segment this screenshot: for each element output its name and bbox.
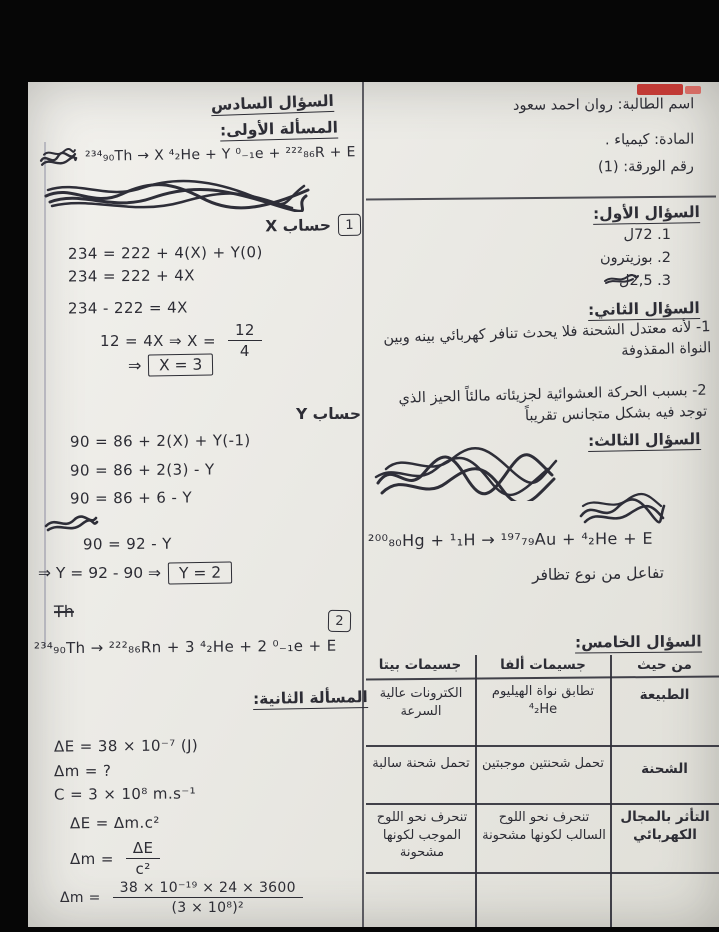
- given-delta-e: ΔE = 38 × 10⁻⁷ (J): [53, 736, 199, 756]
- table-line: [366, 803, 719, 805]
- problem-1-heading: [178, 119, 338, 140]
- table-cell-alpha-charge: تحمل شحنتين موجبتين: [482, 756, 604, 771]
- table-cell-beta-charge: تحمل شحنة سالبة: [372, 756, 470, 771]
- table-row-label: التأثر بالمجال الكهربائي: [620, 809, 710, 843]
- comparison-table: [366, 655, 719, 927]
- fraction-denominator: 4: [239, 342, 250, 361]
- red-marker-small: [685, 86, 701, 94]
- reaction-type-note: تفاعل من نوع تظافر: [531, 563, 665, 585]
- calc-x-step: 234 = 222 + 4X: [67, 266, 195, 286]
- calc-x-step: 234 = 222 + 4(X) + Y(0): [67, 243, 263, 263]
- fraction-numerator: 38 × 10⁻¹⁹ × 24 × 3600: [113, 880, 303, 898]
- subject-line: المادة: كيمياء .: [604, 131, 695, 149]
- dm-calculation-line: [60, 880, 308, 916]
- fraction: [113, 880, 303, 916]
- red-marker: [637, 84, 683, 95]
- scribble-ink-small: [577, 492, 667, 528]
- scribble-crossed-line: [42, 178, 314, 212]
- x-result-box: X = 3: [148, 353, 214, 376]
- calc-y-step: 90 = 86 + 2(X) + Y(-1): [69, 431, 251, 451]
- scribble-ink: [42, 512, 100, 534]
- paper-number-line: رقم الورقة: (1): [598, 158, 695, 176]
- fraction: [228, 322, 262, 361]
- header-rule: [366, 195, 716, 200]
- problem-2-title: المسألة الثانية:: [253, 688, 369, 709]
- energy-mass-formula: ΔE = Δm.c²: [69, 813, 160, 833]
- question-2-heading: [588, 299, 700, 320]
- question-1-heading: [593, 203, 700, 224]
- mercury-gold-reaction: ²⁰⁰₈₀Hg + ¹₁H → ¹⁹⁷₇₉Au + ⁴₂He + E: [367, 528, 654, 551]
- y-result-box: Y = 2: [168, 561, 233, 584]
- crossed-out-th: Th: [53, 601, 75, 622]
- table-cell-alpha-nature: تطابق نواة الهيليوم ⁴₂He: [491, 684, 595, 717]
- question-3-title: السؤال الثالث:: [587, 430, 701, 450]
- calc-x-step-lhs: 12 = 4X ⇒ X =: [100, 332, 216, 351]
- table-header-alpha: جسيمات ألفا: [500, 657, 586, 673]
- fraction-numerator: 12: [228, 322, 262, 341]
- calc-y-step: 90 = 92 - Y: [82, 534, 172, 554]
- scribble-ink-large: [370, 443, 560, 501]
- table-line: [366, 872, 719, 874]
- calc-x-result-line: [128, 354, 214, 376]
- part-2-badge: 2: [328, 610, 351, 632]
- part-1-badge: 1: [338, 214, 361, 236]
- q1-item: 2. بوزيترون: [599, 250, 671, 266]
- calc-y-label: حساب Y: [296, 405, 361, 423]
- table-cell-alpha-field: تنحرف نحو اللوح السالب لكونها مشحونة: [482, 810, 606, 843]
- question-6-title: السؤال السادس: [210, 91, 335, 115]
- problem-1-title: المسألة الأولى:: [219, 118, 339, 140]
- fraction-denominator: c²: [135, 860, 151, 879]
- q1-item: 1. 72ل: [623, 227, 671, 243]
- table-line: [366, 675, 719, 680]
- question-5-title: السؤال الخامس:: [575, 632, 703, 652]
- table-row-label: الطبيعة: [639, 687, 690, 703]
- student-name-line: اسم الطالبة: روان احمد سعود: [512, 96, 695, 114]
- scribble-ink: [38, 146, 78, 169]
- thorium-full-decay-reaction: ²³⁴₉₀Th → ²²²₈₆Rn + 3 ⁴₂He + 2 ⁰₋₁e + E: [33, 636, 337, 658]
- scribble-ink: [603, 273, 639, 285]
- implies-arrow: ⇒: [128, 355, 142, 375]
- calc-y-step: 90 = 86 + 6 - Y: [69, 488, 193, 508]
- problem-2-heading: [218, 688, 368, 709]
- calc-y-heading: [266, 404, 361, 423]
- fraction-numerator: ΔE: [126, 840, 161, 859]
- question-1-title: السؤال الأول:: [592, 203, 701, 223]
- fraction: [126, 840, 161, 879]
- table-line: [366, 745, 719, 747]
- given-c: C = 3 × 10⁸ m.s⁻¹: [53, 784, 197, 804]
- question-3-heading: [588, 430, 701, 451]
- calc-y-result-line: [38, 562, 232, 584]
- calc-y-step: 90 = 86 + 2(3) - Y: [69, 460, 215, 480]
- scanned-exam-page: [28, 82, 719, 927]
- table-line: [475, 655, 477, 927]
- dm-formula-lhs: Δm =: [70, 850, 114, 869]
- q2-answer-2: 2- بسبب الحركة العشوائية لجزيئاته مالئاً الحيز الذي توجد فيه بشكل متجانس تقريباً: [398, 382, 708, 425]
- question-6-heading: [178, 93, 334, 114]
- calc-x-step: 234 - 222 = 4X: [67, 298, 188, 318]
- table-header-beta: جسيمات بيتا: [378, 657, 462, 673]
- table-row-label: الشحنة: [641, 761, 688, 777]
- calc-x-label: حساب X: [265, 216, 332, 236]
- thorium-decay-reaction: ²³⁴₉₀Th → X ⁴₂He + Y ⁰₋₁e + ²²²₈₆R + E: [84, 144, 356, 165]
- q2-answer-1: 1- لأنه معتدل الشحنة فلا يحدث تنافر كهربائي بينه وبين النواة المقذوفة: [383, 319, 712, 360]
- dm-formula-line: [70, 840, 165, 879]
- fraction-denominator: (3 × 10⁸)²: [171, 900, 244, 917]
- reaction-1-line: [38, 141, 356, 169]
- column-divider-line: [362, 82, 364, 927]
- q1-item: 3. 2,5ل: [618, 273, 671, 289]
- table-cell-beta-field: تنحرف نحو اللوح الموجب لكونها مشحونة: [376, 810, 468, 860]
- question-2-title: السؤال الثاني:: [588, 299, 701, 319]
- calc-y-final-lhs: ⇒ Y = 92 - 90 ⇒: [38, 564, 162, 582]
- question-5-heading: [575, 632, 702, 653]
- calc-x-heading: [213, 214, 361, 239]
- dm-calc-lhs: Δm =: [60, 890, 101, 907]
- table-header-criteria: من حيث: [637, 657, 692, 673]
- table-cell-beta-nature: الكترونات عالية السرعة: [379, 686, 463, 719]
- given-delta-m: Δm = ?: [53, 761, 112, 781]
